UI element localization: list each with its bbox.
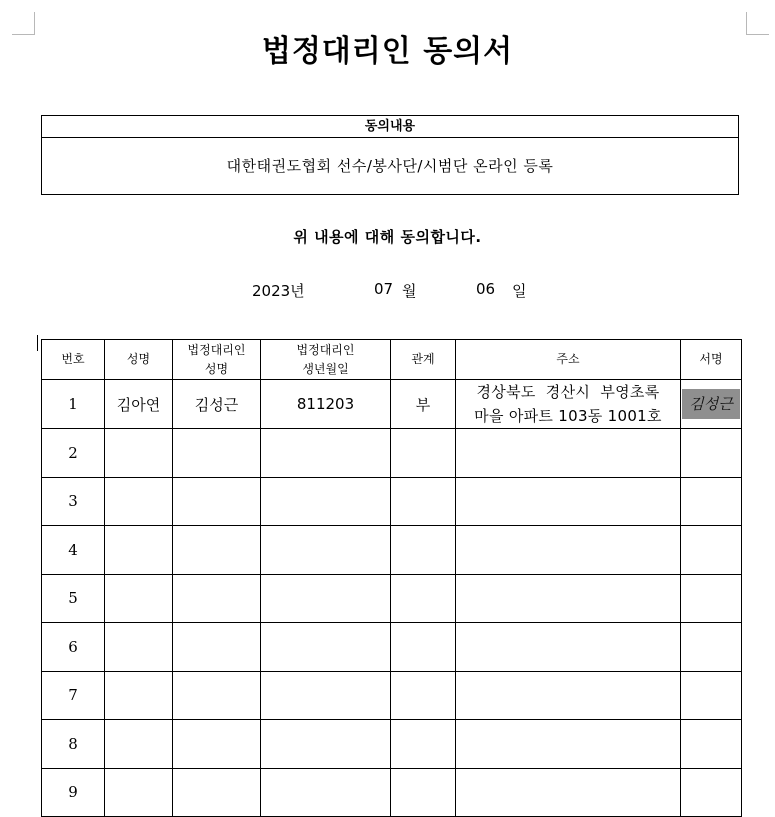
row-number: 5 xyxy=(42,574,105,623)
date-month-value: 07 xyxy=(374,280,394,298)
row-address xyxy=(456,380,681,429)
row-number: 4 xyxy=(42,526,105,575)
consent-header: 동의내용 xyxy=(42,116,738,138)
consent-content: 대한태권도협회 선수/봉사단/시범단 온라인 등록 xyxy=(226,157,554,175)
row-number: 8 xyxy=(42,720,105,769)
date-day-unit: 일 xyxy=(512,282,527,300)
row-address-line1: 경상북도 경산시 부영초록 xyxy=(476,383,660,401)
header-number: 번호 xyxy=(42,340,105,380)
row-number: 9 xyxy=(42,768,105,817)
header-guardian-name-line2: 성명 xyxy=(204,361,229,376)
header-name: 성명 xyxy=(105,340,173,380)
header-relation: 관계 xyxy=(391,340,456,380)
row-guardian-name: 김성근 xyxy=(173,380,261,429)
date-day-value: 06 xyxy=(476,280,496,298)
date-year: 2023년 xyxy=(252,282,305,300)
table-row xyxy=(42,671,742,720)
table-header-row xyxy=(42,340,742,380)
row-number: 3 xyxy=(42,477,105,526)
table-row xyxy=(42,623,742,672)
consent-box xyxy=(41,115,739,195)
row-name: 김아연 xyxy=(105,380,173,429)
row-signature-cell xyxy=(681,380,742,429)
header-address: 주소 xyxy=(456,340,681,380)
header-guardian-birth-line2: 생년월일 xyxy=(302,361,349,376)
table-row xyxy=(42,380,742,429)
signature-image: 김성근 xyxy=(682,389,740,419)
row-number: 2 xyxy=(42,429,105,478)
table-row xyxy=(42,477,742,526)
page-title: 법정대리인 동의서 xyxy=(261,34,514,69)
header-guardian-birth xyxy=(261,340,391,380)
row-number: 6 xyxy=(42,623,105,672)
table-row xyxy=(42,574,742,623)
date-month-unit: 월 xyxy=(402,282,417,300)
table-row xyxy=(42,429,742,478)
table-row xyxy=(42,526,742,575)
row-number: 1 xyxy=(42,380,105,429)
guardian-table xyxy=(41,339,742,817)
agreement-statement: 위 내용에 대해 동의합니다. xyxy=(293,228,482,246)
row-guardian-birth: 811203 xyxy=(261,380,391,429)
header-guardian-name-line1: 법정대리인 xyxy=(187,342,246,357)
header-signature: 서명 xyxy=(681,340,742,380)
text-cursor xyxy=(37,335,38,351)
table-row xyxy=(42,768,742,817)
row-number: 7 xyxy=(42,671,105,720)
header-guardian-name xyxy=(173,340,261,380)
header-guardian-birth-line1: 법정대리인 xyxy=(296,342,355,357)
row-relation: 부 xyxy=(391,380,456,429)
row-address-line2: 마을 아파트 103동 1001호 xyxy=(474,407,662,425)
table-row xyxy=(42,720,742,769)
